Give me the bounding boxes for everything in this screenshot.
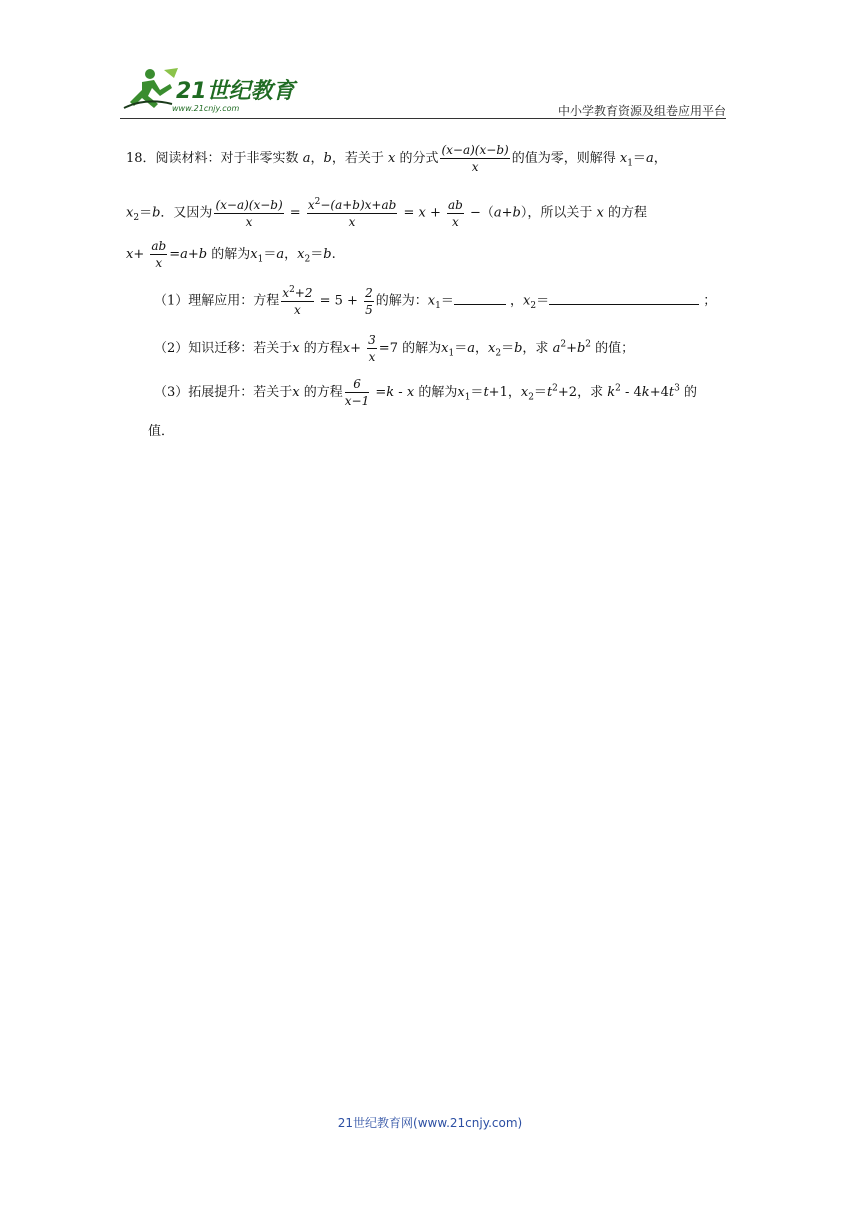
sub-question-3: （3）拓展提升：若关于x 的方程 $\frac{6}{x-1}$ =k - x 的解为$x_1=t+1$，$x_2=t^2+2$，求 $k^2 - 4k+4t^3$ 的	[154, 377, 697, 408]
sub-question-2: （2）知识迁移：若关于x 的方程x+ $\frac{3}{x}$ =7 的解为$x_1=a$，$x_2=b$，求 $a^2+b^2$ 的值；	[154, 333, 635, 364]
header-platform-text: 中小学教育资源及组卷应用平台	[557, 104, 726, 118]
page-header	[120, 64, 726, 120]
answer-blank-x2[interactable]	[549, 292, 699, 305]
answer-blank-x1[interactable]	[454, 292, 506, 305]
logo-text: 21世纪教育	[176, 79, 295, 104]
logo-url: www.21cnjy.com	[172, 104, 240, 113]
question-line-1: 18．阅读材料：对于非零实数 a，b，若关于 x 的分式 $\frac{(x-a)(x-b)}{x}$ 的值为零，则解得 $x_1=a$，	[126, 143, 667, 174]
question-number: 18．	[126, 151, 156, 166]
page-footer[interactable]: 21世纪教育网(www.21cnjy.com)	[337, 1116, 523, 1130]
sub-question-1: （1）理解应用：方程 $\frac{x^2+2}{x}$ = 5 + $\frac{2}{5}$ 的解为：$x_1=$ ，$x_2=$ ；	[154, 285, 717, 317]
question-line-3: x+ $\frac{ab}{x}$ =a+b 的解为$x_1=a$，$x_2=b$.	[126, 239, 336, 270]
runner-icon	[124, 68, 178, 108]
sub-question-3-continued: 值．	[148, 424, 175, 439]
brand-logo	[120, 64, 310, 120]
fraction-expression: $\frac{(x-a)(x-b)}{x}$	[441, 143, 509, 174]
header-rule	[120, 118, 726, 119]
question-line-2: $x_2=b$．又因为 $\frac{(x-a)(x-b)}{x}$ = $\frac{x^2-(a+b)x+ab}{x}$ = x + $\frac{ab}{x}$ −（a+b），所以关于 x 的方程	[126, 197, 648, 229]
